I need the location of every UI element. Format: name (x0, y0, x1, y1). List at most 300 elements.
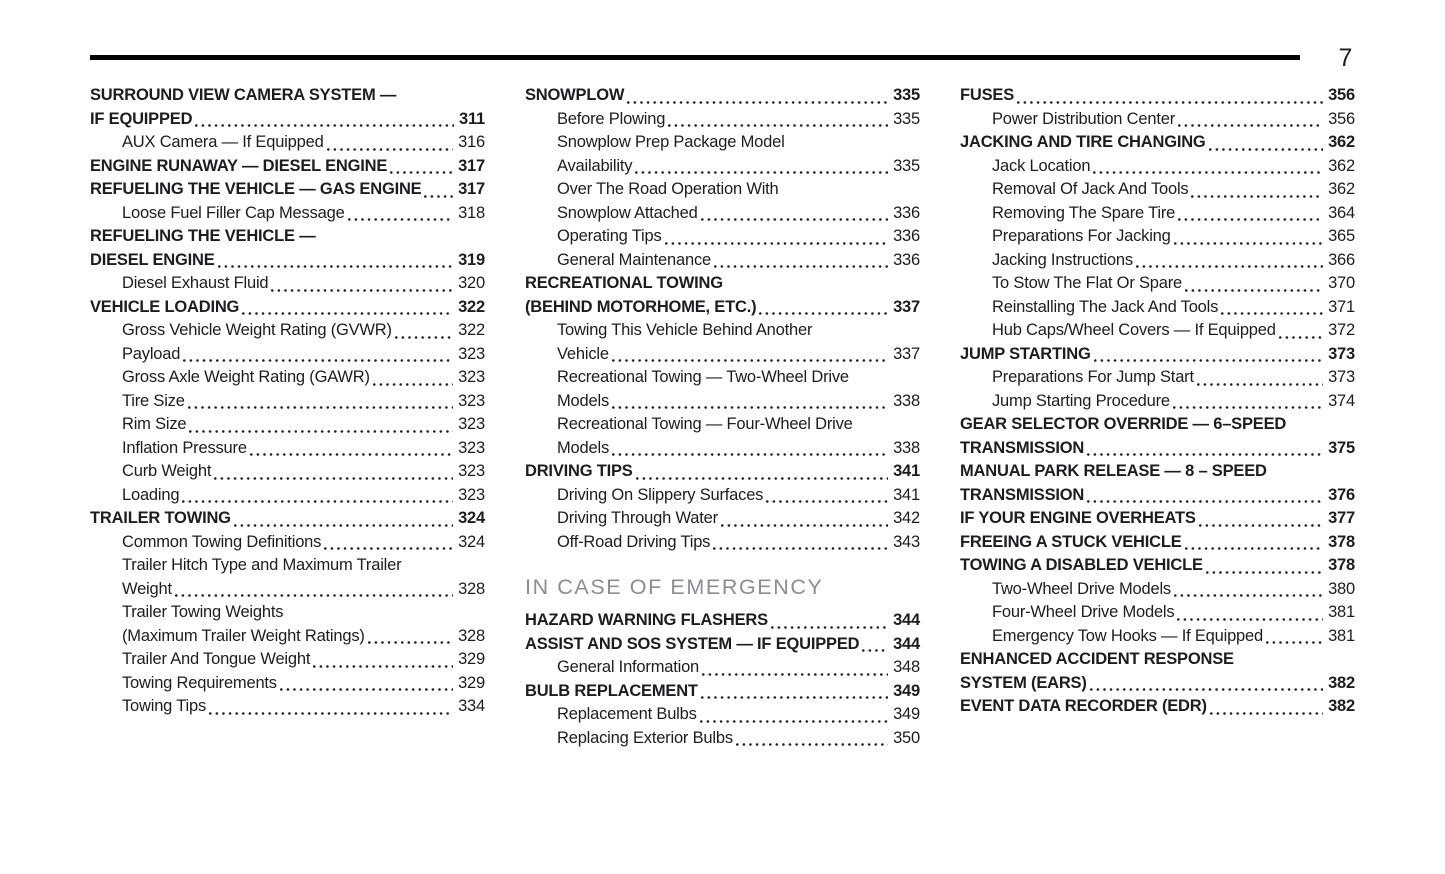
toc-entry-label: JACKING AND TIRE CHANGING (960, 133, 1206, 151)
toc-column-1 (90, 84, 485, 750)
toc-entry-label: REFUELING THE VEHICLE — (90, 227, 316, 245)
toc-entry-label: Vehicle (557, 344, 609, 363)
toc-page-ref: 380 (1328, 579, 1355, 598)
toc-entry-label: Towing This Vehicle Behind Another (557, 321, 813, 339)
toc-entry (90, 108, 485, 132)
toc-page-ref: 323 (458, 462, 485, 480)
toc-entry (525, 319, 920, 343)
toc-entry-label: Loading (122, 485, 180, 504)
toc-entry (525, 727, 920, 751)
toc-entry-label: EVENT DATA RECORDER (EDR) (960, 697, 1207, 715)
toc-entry (90, 648, 485, 672)
toc-entry (960, 178, 1355, 202)
toc-page-ref: 349 (893, 681, 920, 700)
toc-page-ref: 381 (1328, 626, 1355, 645)
toc-page-ref: 334 (458, 697, 485, 715)
toc-entry-label: Replacing Exterior Bulbs (557, 728, 733, 747)
toc-entry (90, 155, 485, 179)
toc-entry-label: Hub Caps/Wheel Covers — If Equipped (992, 321, 1276, 339)
toc-entry-label: (BEHIND MOTORHOME, ETC.) (525, 297, 757, 316)
toc-entry-label: IF YOUR ENGINE OVERHEATS (960, 509, 1196, 527)
toc-page-ref: 335 (893, 156, 920, 175)
dot-leader (183, 359, 453, 362)
toc-page-ref: 338 (893, 391, 920, 410)
toc-entry (960, 155, 1355, 179)
dot-leader (702, 673, 888, 676)
dot-leader (759, 312, 888, 315)
toc-entry (525, 680, 920, 704)
toc-page-ref: 373 (1328, 344, 1355, 363)
toc-entry (525, 531, 920, 555)
toc-entry (525, 272, 920, 296)
toc-entry (960, 695, 1355, 719)
page-header (90, 0, 1355, 70)
dot-leader (1266, 641, 1323, 644)
toc-entry-label: REFUELING THE VEHICLE — GAS ENGINE (90, 180, 422, 198)
toc-page-ref: 375 (1328, 438, 1355, 457)
toc-entry-label: TRANSMISSION (960, 438, 1085, 457)
toc-entry (960, 625, 1355, 649)
toc-entry (960, 202, 1355, 226)
toc-entry (960, 648, 1355, 672)
dot-leader (714, 265, 888, 268)
toc-column-2 (525, 84, 920, 750)
dot-leader (1178, 124, 1323, 127)
toc-entry-label: Trailer And Tongue Weight (122, 650, 311, 668)
dot-leader (1197, 383, 1323, 386)
toc-page-ref: 344 (893, 611, 920, 629)
toc-entry (90, 695, 485, 719)
dot-leader (771, 626, 888, 629)
dot-leader (280, 688, 453, 691)
toc-page-ref: 318 (458, 203, 485, 222)
toc-entry (960, 366, 1355, 390)
toc-entry (525, 507, 920, 531)
toc-page-ref: 372 (1328, 321, 1355, 339)
dot-leader (324, 547, 453, 550)
toc-entry-label: ENGINE RUNAWAY — DIESEL ENGINE (90, 156, 388, 175)
toc-entry (525, 413, 920, 437)
toc-entry-label: DRIVING TIPS (525, 462, 633, 480)
toc-page-ref: 342 (893, 509, 920, 527)
toc-page-ref: 320 (458, 274, 485, 292)
dot-leader (701, 696, 888, 699)
toc-entry (960, 225, 1355, 249)
toc-entry-label: Before Plowing (557, 109, 666, 128)
toc-page-ref: 323 (458, 391, 485, 410)
toc-entry (525, 484, 920, 508)
toc-entry (90, 413, 485, 437)
toc-entry-label: FUSES (960, 86, 1015, 104)
toc-entry-label: MANUAL PARK RELEASE — 8 – SPEED (960, 462, 1267, 480)
toc-page-ref: 356 (1328, 109, 1355, 128)
toc-entry-label: Two-Wheel Drive Models (992, 579, 1171, 598)
toc-entry (90, 531, 485, 555)
dot-leader (612, 359, 888, 362)
toc-entry (525, 155, 920, 179)
toc-entry-label: Jump Starting Procedure (992, 391, 1170, 410)
section-header-label: IN CASE OF EMERGENCY (525, 575, 824, 599)
toc-entry-label: RECREATIONAL TOWING (525, 274, 723, 292)
toc-entry-label: HAZARD WARNING FLASHERS (525, 611, 768, 629)
toc-page-ref: 362 (1328, 156, 1355, 175)
table-of-contents (90, 84, 1355, 750)
toc-page-ref: 324 (458, 509, 485, 527)
toc-entry (90, 131, 485, 155)
toc-entry (960, 249, 1355, 273)
toc-entry (960, 460, 1355, 484)
toc-entry (90, 390, 485, 414)
toc-entry-label: Preparations For Jacking (992, 227, 1171, 245)
toc-page-ref: 350 (893, 728, 920, 747)
toc-entry (90, 84, 485, 108)
toc-entry-label: Loose Fuel Filler Cap Message (122, 203, 345, 222)
toc-entry (525, 703, 920, 727)
dot-leader (1279, 336, 1323, 339)
toc-entry (960, 272, 1355, 296)
toc-entry (960, 578, 1355, 602)
toc-entry-label: TOWING A DISABLED VEHICLE (960, 556, 1203, 574)
toc-entry-label: SURROUND VIEW CAMERA SYSTEM — (90, 86, 397, 104)
dot-leader (424, 195, 453, 198)
dot-leader (635, 171, 888, 174)
toc-page-ref: 328 (458, 626, 485, 645)
dot-leader (1210, 712, 1323, 715)
toc-entry (90, 460, 485, 484)
toc-entry-label: Rim Size (122, 415, 187, 433)
toc-entry (525, 296, 920, 320)
dot-leader (1185, 289, 1323, 292)
toc-entry (525, 633, 920, 657)
dot-leader (636, 477, 888, 480)
toc-entry-label: GEAR SELECTOR OVERRIDE — 6–SPEED (960, 415, 1287, 433)
toc-entry (525, 609, 920, 633)
toc-entry (90, 272, 485, 296)
toc-page-ref: 341 (893, 485, 920, 504)
toc-page-ref: 336 (893, 227, 920, 245)
toc-entry (90, 601, 485, 625)
toc-entry (90, 296, 485, 320)
toc-entry (90, 484, 485, 508)
toc-entry-label: Snowplow Attached (557, 203, 698, 222)
dot-leader (390, 171, 453, 174)
toc-entry-label: Removing The Spare Tire (992, 203, 1176, 222)
dot-leader (1087, 453, 1323, 456)
toc-entry-label: Driving On Slippery Surfaces (557, 485, 764, 504)
toc-page-ref: 362 (1328, 133, 1355, 151)
toc-entry-label: IF EQUIPPED (90, 109, 193, 128)
toc-entry-label: Over The Road Operation With (557, 180, 779, 198)
toc-page-ref: 329 (458, 673, 485, 692)
toc-entry-label: Payload (122, 344, 181, 363)
dot-leader (250, 453, 453, 456)
dot-leader (668, 124, 888, 127)
toc-entry-label: Inflation Pressure (122, 438, 247, 457)
toc-page-ref: 382 (1328, 697, 1355, 715)
dot-leader (862, 649, 888, 652)
toc-entry (960, 413, 1355, 437)
dot-leader (766, 500, 888, 503)
toc-column-3 (960, 84, 1355, 750)
toc-entry-label: General Maintenance (557, 250, 711, 269)
toc-entry-label: SNOWPLOW (525, 86, 625, 104)
toc-entry-label: Weight (122, 579, 172, 598)
toc-page-ref: 344 (893, 634, 920, 653)
dot-leader (736, 743, 888, 746)
toc-entry (960, 531, 1355, 555)
toc-page-ref: 343 (893, 532, 920, 551)
toc-page-ref: 317 (458, 180, 485, 198)
toc-entry (90, 578, 485, 602)
toc-entry-label: Power Distribution Center (992, 109, 1175, 128)
dot-leader (1087, 500, 1323, 503)
toc-entry (960, 296, 1355, 320)
toc-entry-label: Tire Size (122, 391, 185, 410)
dot-leader (348, 218, 454, 221)
dot-leader (209, 712, 453, 715)
dot-leader (188, 406, 453, 409)
dot-leader (1185, 547, 1324, 550)
dot-leader (665, 242, 889, 245)
dot-leader (1209, 148, 1324, 151)
toc-entry (960, 672, 1355, 696)
toc-entry-label: Recreational Towing — Four-Wheel Drive (557, 415, 853, 433)
toc-page-ref: 348 (893, 658, 920, 676)
toc-page-ref: 319 (458, 250, 485, 269)
dot-leader (234, 524, 453, 527)
toc-page-ref: 378 (1328, 532, 1355, 551)
toc-entry (525, 225, 920, 249)
toc-entry-label: (Maximum Trailer Weight Ratings) (122, 626, 365, 645)
toc-page-ref: 328 (458, 579, 485, 598)
toc-entry-label: Models (557, 391, 609, 410)
dot-leader (1199, 524, 1323, 527)
toc-entry (525, 202, 920, 226)
toc-entry (960, 390, 1355, 414)
toc-page-ref: 329 (458, 650, 485, 668)
toc-entry-label: Trailer Hitch Type and Maximum Trailer (122, 556, 402, 574)
page-number: 7 (1338, 43, 1353, 72)
toc-page-ref: 323 (458, 344, 485, 363)
toc-entry-label: Snowplow Prep Package Model (557, 133, 785, 151)
toc-entry-label: SYSTEM (EARS) (960, 673, 1087, 692)
toc-page-ref: 316 (458, 133, 485, 151)
toc-entry (960, 108, 1355, 132)
dot-leader (189, 430, 453, 433)
toc-entry-label: Gross Axle Weight Rating (GAWR) (122, 368, 370, 386)
toc-entry (960, 437, 1355, 461)
toc-entry-label: ASSIST AND SOS SYSTEM — IF EQUIPPED (525, 634, 860, 653)
toc-entry-label: Towing Tips (122, 697, 207, 715)
toc-page-ref: 349 (893, 705, 920, 723)
toc-entry (525, 249, 920, 273)
toc-entry (90, 343, 485, 367)
dot-leader (182, 500, 453, 503)
dot-leader (1093, 171, 1323, 174)
dot-leader (1177, 618, 1323, 621)
toc-entry (525, 366, 920, 390)
toc-entry (90, 625, 485, 649)
toc-page-ref: 317 (458, 156, 485, 175)
toc-entry (960, 343, 1355, 367)
toc-entry-label: Driving Through Water (557, 509, 718, 527)
toc-entry-label: Towing Requirements (122, 673, 277, 692)
toc-page-ref: 377 (1328, 509, 1355, 527)
toc-page-ref: 337 (893, 297, 920, 316)
dot-leader (271, 289, 453, 292)
dot-leader (1174, 594, 1323, 597)
toc-entry (960, 601, 1355, 625)
dot-leader (627, 101, 888, 104)
toc-page-ref: 322 (458, 297, 485, 316)
toc-page-ref: 378 (1328, 556, 1355, 574)
toc-page-ref: 382 (1328, 673, 1355, 692)
toc-entry-label: TRANSMISSION (960, 485, 1085, 504)
header-rule (90, 55, 1300, 60)
dot-leader (1136, 265, 1323, 268)
dot-leader (1221, 312, 1323, 315)
toc-page-ref: 366 (1328, 250, 1355, 269)
toc-section-header (525, 575, 920, 599)
toc-entry-label: Models (557, 438, 609, 457)
toc-entry (90, 554, 485, 578)
dot-leader (1191, 195, 1323, 198)
toc-entry (525, 131, 920, 155)
toc-page-ref: 336 (893, 203, 920, 222)
toc-entry (525, 437, 920, 461)
toc-entry-label: Jack Location (992, 156, 1091, 175)
dot-leader (175, 594, 453, 597)
toc-entry-label: Curb Weight (122, 462, 212, 480)
toc-entry-label: AUX Camera — If Equipped (122, 133, 324, 151)
toc-page-ref: 376 (1328, 485, 1355, 504)
toc-page-ref: 371 (1328, 297, 1355, 316)
toc-page-ref: 374 (1328, 391, 1355, 410)
toc-entry-label: Availability (557, 156, 633, 175)
toc-page-ref: 362 (1328, 180, 1355, 198)
toc-page-ref: 341 (893, 462, 920, 480)
toc-entry (90, 178, 485, 202)
toc-page-ref: 381 (1328, 603, 1355, 621)
toc-entry (960, 507, 1355, 531)
dot-leader (395, 336, 453, 339)
toc-entry (525, 656, 920, 680)
toc-entry (90, 366, 485, 390)
toc-entry-label: Common Towing Definitions (122, 532, 322, 551)
toc-entry (90, 437, 485, 461)
dot-leader (1206, 571, 1323, 574)
toc-entry-label: VEHICLE LOADING (90, 297, 240, 316)
toc-entry-label: Four-Wheel Drive Models (992, 603, 1175, 621)
toc-entry (960, 554, 1355, 578)
dot-leader (327, 148, 454, 151)
toc-entry-label: JUMP STARTING (960, 344, 1091, 363)
toc-page-ref: 337 (893, 344, 920, 363)
toc-entry-label: Reinstalling The Jack And Tools (992, 297, 1219, 316)
toc-entry-label: DIESEL ENGINE (90, 250, 215, 269)
toc-page-ref: 323 (458, 485, 485, 504)
toc-entry (525, 343, 920, 367)
toc-entry (90, 225, 485, 249)
toc-entry (525, 84, 920, 108)
toc-page-ref: 311 (458, 109, 485, 128)
toc-entry (525, 460, 920, 484)
toc-page-ref: 356 (1328, 86, 1355, 104)
toc-entry (525, 108, 920, 132)
dot-leader (218, 265, 454, 268)
toc-entry (960, 319, 1355, 343)
dot-leader (700, 720, 888, 723)
toc-page-ref: 364 (1328, 203, 1355, 222)
dot-leader (721, 524, 888, 527)
toc-entry-label: Emergency Tow Hooks — If Equipped (992, 626, 1263, 645)
toc-entry-label: BULB REPLACEMENT (525, 681, 698, 700)
toc-entry-label: Operating Tips (557, 227, 662, 245)
dot-leader (195, 124, 454, 127)
toc-page-ref: 335 (893, 109, 920, 128)
toc-entry-label: TRAILER TOWING (90, 509, 231, 527)
toc-page-ref: 335 (893, 86, 920, 104)
toc-entry (90, 672, 485, 696)
toc-entry (960, 131, 1355, 155)
dot-leader (612, 406, 888, 409)
toc-entry-label: Trailer Towing Weights (122, 603, 284, 621)
toc-entry (90, 319, 485, 343)
toc-entry (90, 507, 485, 531)
toc-entry (525, 390, 920, 414)
dot-leader (701, 218, 888, 221)
dot-leader (1178, 218, 1323, 221)
toc-entry-label: Recreational Towing — Two-Wheel Drive (557, 368, 849, 386)
toc-page-ref: 336 (893, 250, 920, 269)
toc-page-ref: 323 (458, 415, 485, 433)
toc-entry (960, 84, 1355, 108)
toc-page-ref: 370 (1328, 274, 1355, 292)
dot-leader (373, 383, 453, 386)
toc-entry-label: Jacking Instructions (992, 250, 1133, 269)
toc-page-ref: 322 (458, 321, 485, 339)
dot-leader (1173, 406, 1323, 409)
dot-leader (313, 665, 453, 668)
dot-leader (713, 547, 888, 550)
toc-entry (90, 249, 485, 273)
toc-entry-label: Off-Road Driving Tips (557, 532, 711, 551)
dot-leader (612, 453, 888, 456)
dot-leader (368, 641, 453, 644)
toc-entry-label: Removal Of Jack And Tools (992, 180, 1189, 198)
toc-entry-label: Gross Vehicle Weight Rating (GVWR) (122, 321, 392, 339)
dot-leader (1174, 242, 1323, 245)
toc-entry-label: Preparations For Jump Start (992, 368, 1194, 386)
toc-entry-label: ENHANCED ACCIDENT RESPONSE (960, 650, 1234, 668)
dot-leader (1017, 101, 1323, 104)
toc-entry-label: FREEING A STUCK VEHICLE (960, 532, 1182, 551)
toc-page-ref: 338 (893, 438, 920, 457)
toc-entry (90, 202, 485, 226)
toc-entry-label: Replacement Bulbs (557, 705, 697, 723)
toc-entry (525, 178, 920, 202)
toc-page-ref: 323 (458, 438, 485, 457)
toc-entry-label: To Stow The Flat Or Spare (992, 274, 1183, 292)
toc-page-ref: 373 (1328, 368, 1355, 386)
toc-entry (960, 484, 1355, 508)
toc-entry-label: Diesel Exhaust Fluid (122, 274, 269, 292)
toc-page-ref: 365 (1328, 227, 1355, 245)
toc-page-ref: 323 (458, 368, 485, 386)
dot-leader (1094, 359, 1323, 362)
toc-entry-label: General Information (557, 658, 700, 676)
dot-leader (214, 477, 453, 480)
